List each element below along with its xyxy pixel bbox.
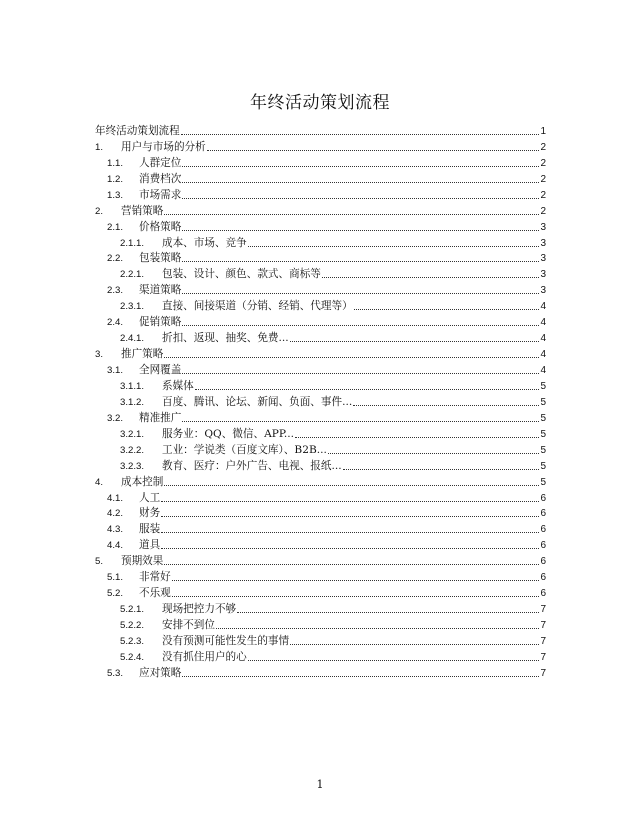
toc-entry[interactable]	[95, 218, 546, 234]
toc-entry-page: 6	[540, 556, 546, 568]
toc-entry-page: 2	[540, 141, 546, 153]
toc-entry-page: 5	[540, 476, 546, 488]
toc-entry[interactable]	[95, 250, 546, 266]
toc-entry-text: 用户与市场的分析	[121, 140, 206, 153]
toc-entry-number: 4.2.	[107, 508, 124, 520]
dot-leader	[290, 340, 540, 342]
toc-entry-number: 2.	[95, 205, 104, 217]
toc-entry[interactable]	[95, 425, 546, 441]
toc-entry-text: 不乐观	[139, 587, 171, 600]
toc-entry[interactable]	[95, 648, 546, 664]
toc-entry-text: 工业：学说类（百度文库）、B2B...	[162, 443, 327, 456]
toc-entry-text: 道具	[139, 539, 161, 552]
toc-entry[interactable]	[95, 600, 546, 616]
dot-leader	[182, 372, 539, 374]
toc-entry[interactable]	[95, 393, 546, 409]
dot-leader	[343, 468, 540, 470]
toc-entry-page: 3	[540, 221, 546, 233]
dot-leader	[248, 659, 540, 661]
toc-entry-page: 2	[540, 157, 546, 169]
toc-entry[interactable]	[95, 584, 546, 600]
dot-leader	[182, 324, 539, 326]
toc-entry-number: 2.4.	[107, 317, 124, 329]
toc-entry-number: 2.1.1.	[120, 237, 145, 249]
toc-entry-number: 1.1.	[107, 157, 124, 169]
toc-entry-page: 5	[540, 380, 546, 392]
toc-entry-text: 现场把控力不够	[162, 603, 237, 616]
toc-entry-number: 3.1.1.	[120, 380, 145, 392]
toc-entry-page: 6	[540, 524, 546, 536]
dot-leader	[328, 452, 540, 454]
document-title: 年终活动策划流程	[250, 93, 390, 113]
toc-entry-page: 6	[540, 508, 546, 520]
dot-leader	[237, 611, 539, 613]
toc-entry-page: 3	[540, 269, 546, 281]
toc-entry-number: 5.2.2.	[120, 620, 145, 631]
toc-entry-text: 消费档次	[139, 172, 182, 185]
toc-entry-number: 1.3.	[107, 189, 124, 201]
dot-leader	[161, 500, 539, 502]
toc-entry-number: 2.2.	[107, 253, 124, 265]
toc-entry-page: 7	[540, 651, 546, 663]
toc-entry-page: 6	[540, 492, 546, 504]
toc-entry[interactable]	[95, 234, 546, 250]
toc-entry[interactable]	[95, 441, 546, 457]
dot-leader	[182, 675, 539, 677]
toc-entry-page: 4	[540, 365, 546, 376]
toc-entry-page: 5	[540, 460, 546, 472]
dot-leader	[182, 292, 539, 294]
toc-entry-text: 安排不到位	[162, 619, 215, 631]
toc-entry[interactable]	[95, 122, 546, 138]
page-number: 1	[316, 778, 324, 791]
toc-entry-number: 3.2.1.	[120, 428, 145, 440]
toc-entry[interactable]	[95, 186, 546, 202]
toc-entry-text: 营销策略	[121, 204, 164, 217]
toc-entry[interactable]	[95, 345, 546, 361]
toc-entry[interactable]	[95, 297, 546, 313]
toc-entry-text: 成本控制	[121, 475, 164, 488]
toc-entry-text: 系媒体	[162, 379, 194, 392]
toc-entry-number: 5.3.	[107, 667, 124, 679]
toc-entry-text: 渠道策略	[139, 284, 182, 297]
toc-entry-text: 推广策略	[121, 348, 164, 361]
toc-entry[interactable]	[95, 138, 546, 154]
toc-entry-page: 2	[540, 189, 546, 201]
toc-entry[interactable]	[95, 536, 546, 552]
toc-entry[interactable]	[95, 505, 546, 521]
toc-entry-number: 3.1.2.	[120, 396, 145, 408]
toc-entry-number: 3.1.	[107, 365, 124, 376]
dot-leader	[164, 484, 539, 486]
toc-entry-text: 服务业：QQ、微信、APP...	[162, 427, 294, 440]
toc-entry[interactable]	[95, 568, 546, 584]
dot-leader	[172, 579, 540, 581]
dot-leader	[182, 165, 539, 167]
dot-leader	[195, 388, 540, 390]
toc-entry-text: 没有抓住用户的心	[162, 650, 247, 663]
dot-leader	[353, 404, 539, 406]
toc-entry-text: 教育、医疗：户外广告、电视、报纸...	[162, 459, 342, 472]
toc-entry-text: 全网覆盖	[139, 364, 182, 376]
toc-entry-number: 5.2.4.	[120, 651, 145, 663]
toc-entry-text: 折扣、返现、抽奖、免费...	[162, 332, 289, 345]
dot-leader	[182, 197, 539, 199]
toc-entry-page: 5	[540, 428, 546, 440]
dot-leader	[161, 515, 539, 517]
dot-leader	[164, 213, 539, 215]
toc-entry-text: 包装策略	[139, 252, 182, 265]
toc-entry-page: 3	[540, 285, 546, 297]
toc-entry-page: 4	[540, 301, 546, 313]
dot-leader	[182, 420, 539, 422]
dot-leader	[207, 149, 540, 151]
toc-entry-text: 成本、市场、竞争	[162, 236, 247, 249]
toc-entry[interactable]	[95, 489, 546, 505]
toc-entry-number: 2.2.1.	[120, 269, 145, 281]
toc-entry[interactable]	[95, 632, 546, 648]
toc-entry-page: 6	[540, 540, 546, 552]
toc-entry-number: 1.	[95, 141, 104, 153]
toc-entry-page: 4	[540, 333, 546, 345]
toc-entry[interactable]	[95, 265, 546, 281]
toc-entry-text: 应对策略	[139, 666, 182, 679]
toc-entry[interactable]	[95, 154, 546, 170]
toc-entry[interactable]	[95, 552, 546, 568]
toc-entry-page: 2	[540, 205, 546, 217]
toc-entry-text: 预期效果	[121, 555, 164, 568]
toc-entry-page: 6	[540, 588, 546, 600]
dot-leader	[354, 308, 540, 310]
toc-entry-number: 5.2.1.	[120, 604, 145, 616]
dot-leader	[248, 245, 540, 247]
toc-entry-text: 服装	[139, 523, 161, 536]
toc-entry-text: 精准推广	[139, 411, 182, 424]
toc-entry-number: 3.	[95, 349, 104, 361]
toc-entry-text: 包装、设计、颜色、款式、商标等	[162, 268, 321, 281]
toc-entry[interactable]	[95, 473, 546, 489]
toc-entry-number: 5.1.	[107, 572, 124, 584]
toc-entry-number: 5.2.3.	[120, 635, 145, 647]
toc-entry[interactable]	[95, 616, 546, 632]
table-of-contents	[95, 122, 546, 680]
toc-entry[interactable]	[95, 664, 546, 680]
dot-leader	[182, 260, 539, 262]
toc-entry-text: 百度、腾讯、论坛、新闻、负面、事件...	[162, 395, 353, 408]
dot-leader	[161, 531, 539, 533]
dot-leader	[172, 595, 540, 597]
toc-entry-number: 4.	[95, 476, 104, 488]
toc-entry[interactable]	[95, 202, 546, 218]
toc-entry-number: 4.3.	[107, 524, 124, 536]
toc-entry-text: 促销策略	[139, 316, 182, 329]
toc-entry-number: 1.2.	[107, 173, 124, 185]
toc-entry-text: 没有预测可能性发生的事情	[162, 634, 290, 647]
toc-entry-page: 5	[540, 444, 546, 456]
toc-entry-page: 2	[540, 173, 546, 185]
dot-leader	[216, 627, 539, 629]
toc-entry-page: 3	[540, 253, 546, 265]
toc-entry-page: 7	[540, 620, 546, 631]
toc-entry-text: 人工	[139, 491, 161, 504]
dot-leader	[182, 181, 539, 183]
dot-leader	[161, 547, 539, 549]
toc-entry-page: 4	[540, 317, 546, 329]
dot-leader	[295, 436, 539, 438]
toc-entry[interactable]	[95, 457, 546, 473]
toc-entry-page: 6	[540, 572, 546, 584]
toc-entry[interactable]	[95, 377, 546, 393]
toc-entry-number: 3.2.	[107, 412, 124, 424]
toc-entry-text: 直接、间接渠道（分销、经销、代理等）	[162, 300, 353, 313]
dot-leader	[322, 276, 540, 278]
toc-entry-number: 3.2.3.	[120, 460, 145, 472]
toc-entry[interactable]	[95, 313, 546, 329]
toc-entry-number: 2.4.1.	[120, 333, 145, 345]
dot-leader	[182, 229, 539, 231]
toc-entry[interactable]	[95, 409, 546, 425]
toc-entry[interactable]	[95, 170, 546, 186]
dot-leader	[181, 133, 540, 135]
toc-entry-page: 5	[540, 396, 546, 408]
toc-entry-text: 财务	[139, 507, 161, 520]
toc-entry[interactable]	[95, 329, 546, 345]
toc-entry-number: 2.3.1.	[120, 301, 145, 313]
dot-leader	[290, 643, 539, 645]
toc-entry-number: 5.	[95, 556, 104, 568]
toc-entry-number: 2.3.	[107, 285, 124, 297]
toc-entry-text: 非常好	[139, 571, 171, 584]
toc-entry-number: 5.2.	[107, 588, 124, 600]
toc-entry-page: 1	[540, 125, 546, 137]
toc-entry-number: 3.2.2.	[120, 444, 145, 456]
toc-entry-number: 2.1.	[107, 221, 124, 233]
dot-leader	[164, 356, 539, 358]
toc-entry[interactable]	[95, 361, 546, 377]
toc-entry-page: 7	[540, 635, 546, 647]
toc-entry-text: 市场需求	[139, 188, 182, 201]
toc-entry[interactable]	[95, 281, 546, 297]
toc-entry-text: 价格策略	[139, 220, 182, 233]
toc-entry-number: 4.4.	[107, 540, 124, 552]
toc-entry-text: 人群定位	[139, 156, 182, 169]
toc-entry-number: 4.1.	[107, 492, 124, 504]
toc-entry-page: 7	[540, 667, 546, 679]
toc-entry-page: 3	[540, 237, 546, 249]
toc-entry-page: 4	[540, 349, 546, 361]
toc-entry[interactable]	[95, 520, 546, 536]
dot-leader	[164, 563, 539, 565]
toc-entry-page: 5	[540, 412, 546, 424]
toc-entry-page: 7	[540, 604, 546, 616]
toc-entry-text: 年终活动策划流程	[95, 124, 180, 137]
